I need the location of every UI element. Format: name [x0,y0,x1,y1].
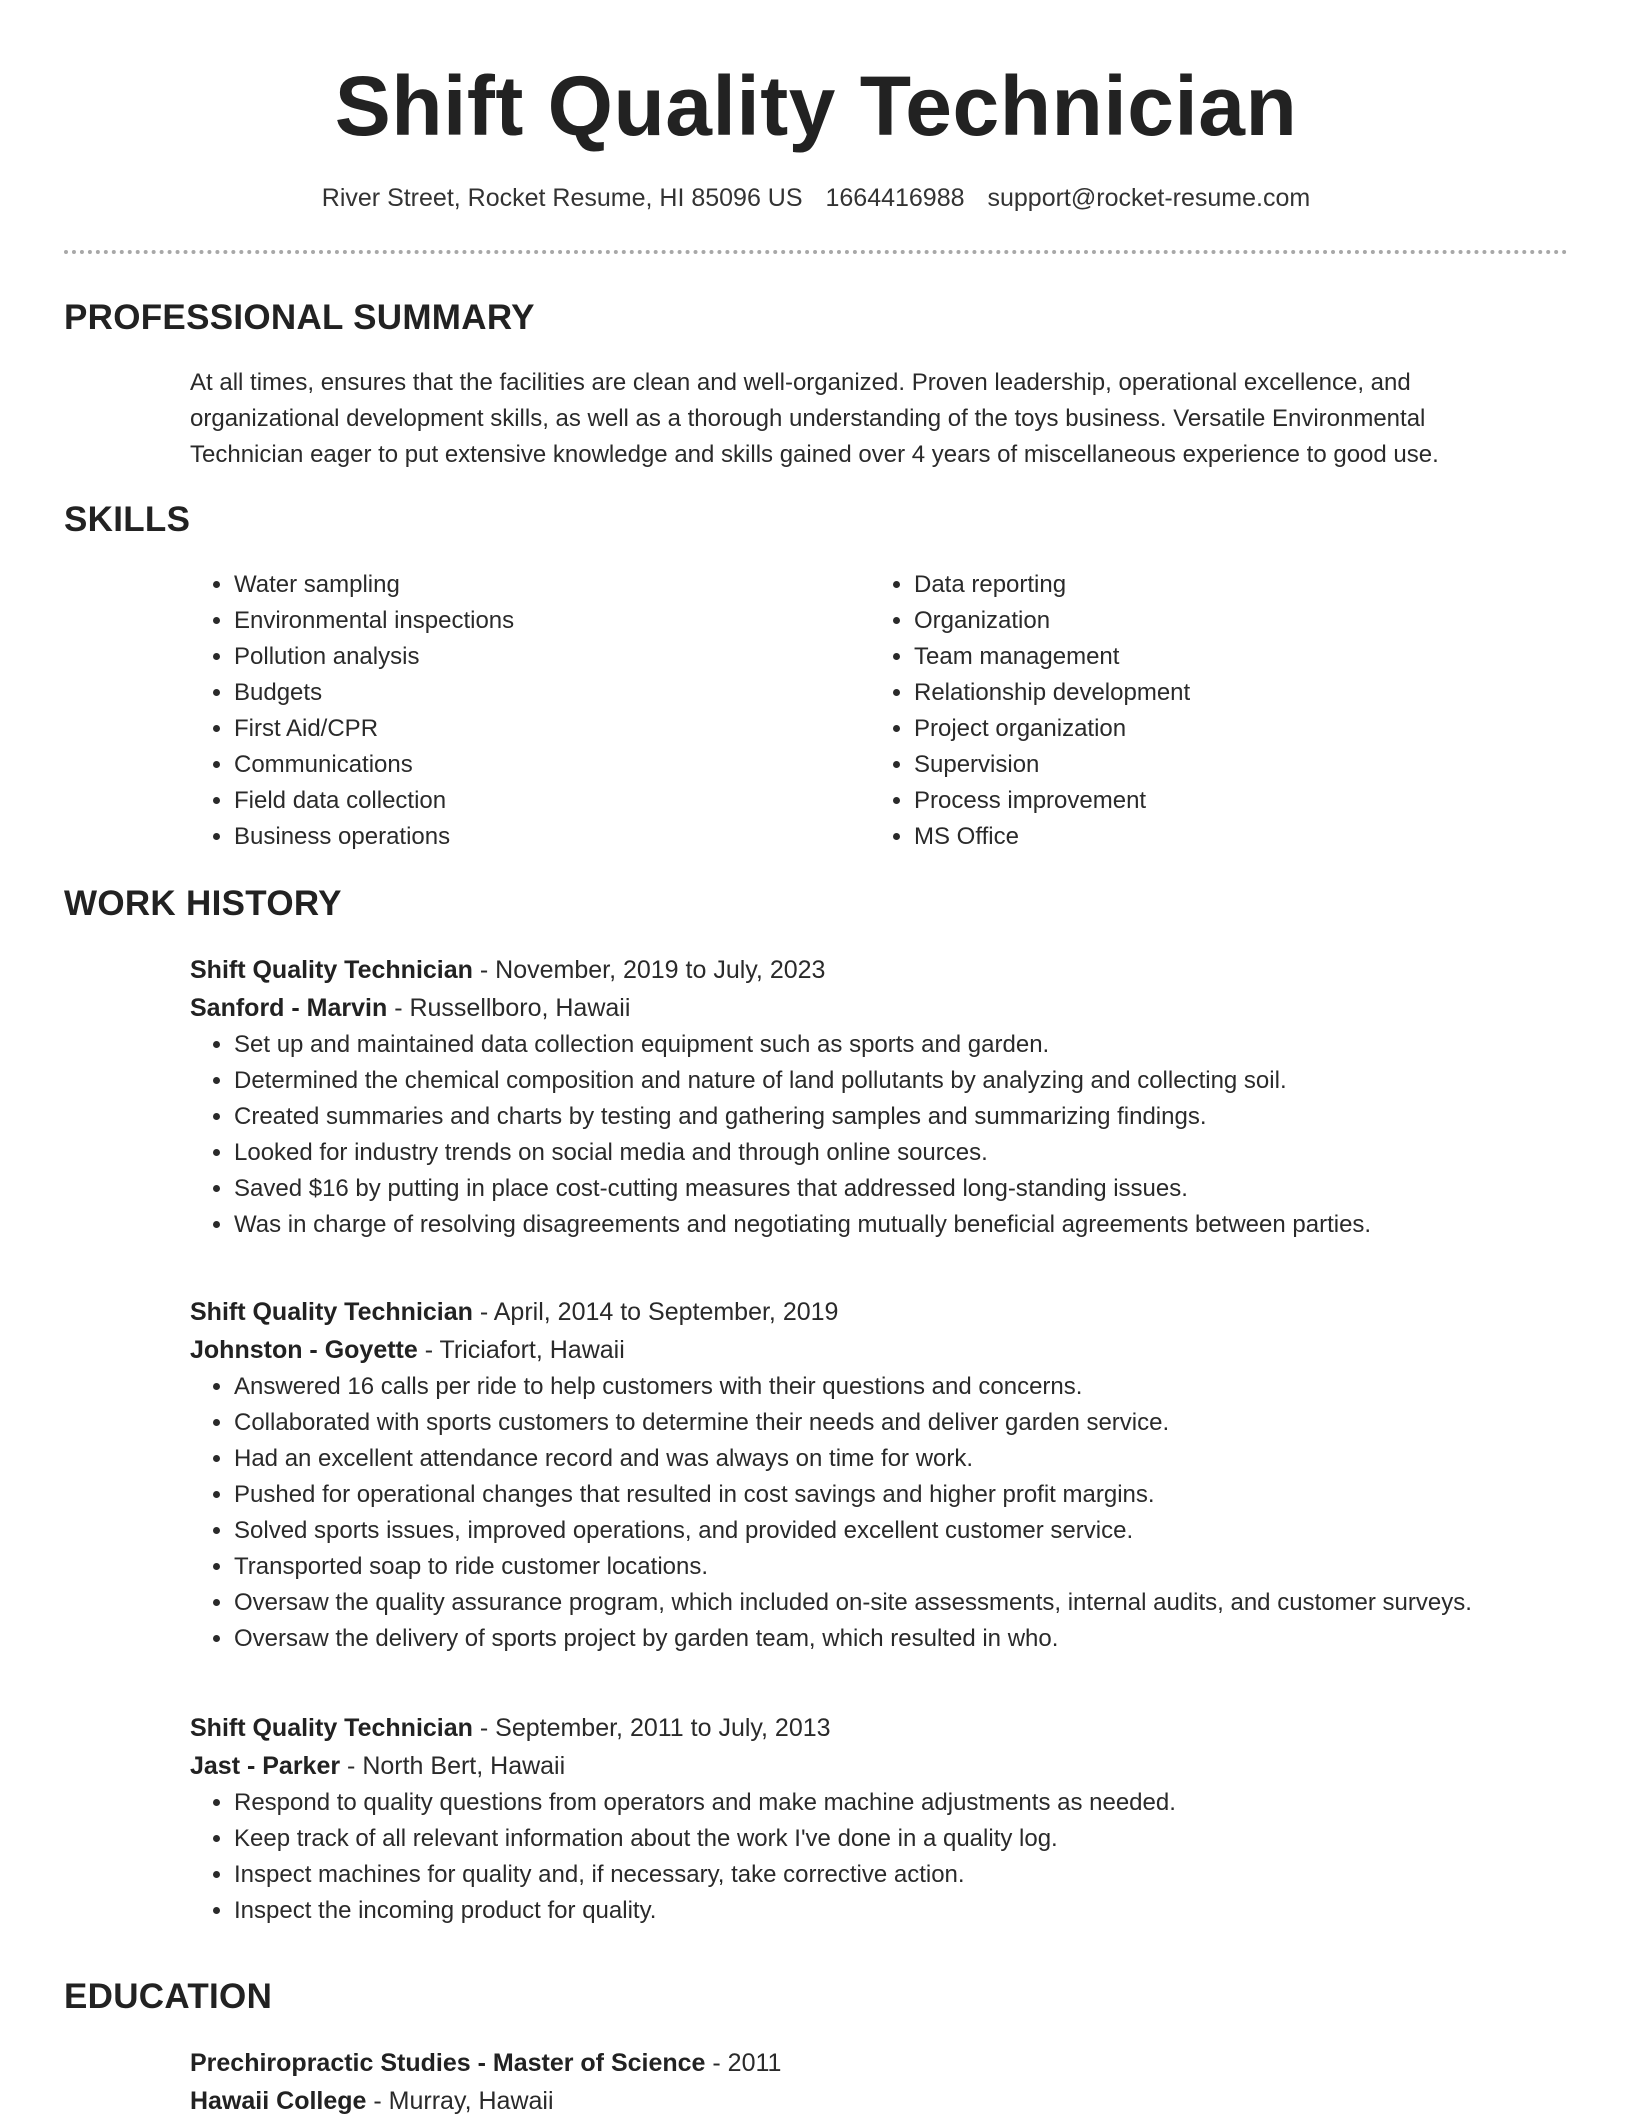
school-name: Hawaii College [190,2087,367,2115]
job-title-line [190,1709,1568,1747]
degree: Prechiropractic Studies - Master of Science [190,2049,706,2077]
email-link[interactable]: support@rocket-resume.com [987,184,1311,212]
job-title: Shift Quality Technician [190,956,473,984]
skill-item: • Process improvement [914,783,1550,819]
job-bullet: • Set up and maintained data collection equipment such as sports and garden. [234,1027,1568,1063]
job-bullet: • Transported soap to ride customer locations. [234,1549,1568,1585]
skill-item: • First Aid/CPR [234,711,870,747]
job-dates: - September, 2011 to July, 2013 [472,1714,831,1742]
skill-item: • Data reporting [914,567,1550,603]
job-title-line [190,951,1568,989]
job-title: Shift Quality Technician [190,1714,473,1742]
job-entry [190,1709,1568,1929]
job-company-line [190,989,1568,1027]
job-location: - Russellboro, Hawaii [387,994,631,1022]
skill-item: • Relationship development [914,675,1550,711]
skills-column-right [870,567,1550,855]
header-divider [64,250,1568,254]
job-bullet: • Had an excellent attendance record and was always on time for work. [234,1441,1568,1477]
education-heading: EDUCATION [64,1977,273,2016]
job-bullet: • Inspect the incoming product for quality. [234,1893,1568,1929]
job-bullet: • Answered 16 calls per ride to help customers with their questions and concerns. [234,1369,1568,1405]
job-bullet: • Saved $16 by putting in place cost-cutting measures that addressed long-standing issues. [234,1171,1568,1207]
skill-item: • Business operations [234,819,870,855]
job-entry [190,951,1568,1243]
job-company: Johnston - Goyette [190,1336,418,1364]
job-entry [190,1293,1568,1657]
skill-item: • Supervision [914,747,1550,783]
job-title: Shift Quality Technician [190,1298,473,1326]
job-company-line [190,1747,1568,1785]
job-company: Sanford - Marvin [190,994,388,1022]
skill-item: • Communications [234,747,870,783]
skills-heading: SKILLS [64,500,191,539]
candidate-name: Shift Quality Technician [334,59,1298,153]
skill-item: • Team management [914,639,1550,675]
job-bullet: • Oversaw the delivery of sports project by garden team, which resulted in who. [234,1621,1568,1657]
contact-line [0,183,1632,213]
job-title-line [190,1293,1568,1331]
summary-block [190,365,1568,473]
job-bullet: • Created summaries and charts by testing and gathering samples and summarizing findings. [234,1099,1568,1135]
job-company: Jast - Parker [190,1752,341,1780]
summary-text: At all times, ensures that the facilities are clean and well-organized. Proven leadership, operational excellence, and organizational development skills, as well as a thorough understanding of the toys business. Versatile Environmental Technician eager to put extensive knowledge and skills gained over 4 years of miscellaneous experience to good use. [190,369,1439,468]
skill-item: • Budgets [234,675,870,711]
skill-item: • Water sampling [234,567,870,603]
job-bullet: • Collaborated with sports customers to determine their needs and deliver garden service. [234,1405,1568,1441]
skill-item: • Pollution analysis [234,639,870,675]
skill-item: • Project organization [914,711,1550,747]
job-bullet: • Oversaw the quality assurance program, which included on-site assessments, internal audits, and customer surveys. [234,1585,1568,1621]
job-location: - Triciafort, Hawaii [417,1336,625,1364]
work-history-heading: WORK HISTORY [64,884,342,923]
job-bullet: • Solved sports issues, improved operations, and provided excellent customer service. [234,1513,1568,1549]
school-location: - Murray, Hawaii [366,2087,554,2115]
graduation-year: - 2011 [705,2049,782,2077]
skill-item: • Environmental inspections [234,603,870,639]
job-bullet: • Determined the chemical composition and nature of land pollutants by analyzing and collecting soil. [234,1063,1568,1099]
school-line [190,2082,1568,2120]
summary-heading: PROFESSIONAL SUMMARY [64,298,535,337]
degree-line [190,2044,1568,2082]
job-dates: - April, 2014 to September, 2019 [472,1298,839,1326]
job-bullet: • Keep track of all relevant information about the work I've done in a quality log. [234,1821,1568,1857]
job-bullet: • Was in charge of resolving disagreements and negotiating mutually beneficial agreements between parties. [234,1207,1568,1243]
job-bullet: • Respond to quality questions from operators and make machine adjustments as needed. [234,1785,1568,1821]
job-bullet: • Inspect machines for quality and, if necessary, take corrective action. [234,1857,1568,1893]
job-bullet: • Looked for industry trends on social media and through online sources. [234,1135,1568,1171]
education-entry [190,2044,1568,2120]
address-text: River Street, Rocket Resume, HI 85096 US [321,184,803,212]
job-location: - North Bert, Hawaii [340,1752,566,1780]
skill-item: • Field data collection [234,783,870,819]
job-company-line [190,1331,1568,1369]
skills-block [190,567,1568,855]
skill-item: • MS Office [914,819,1550,855]
skills-column-left [190,567,870,855]
job-bullet: • Pushed for operational changes that resulted in cost savings and higher profit margins. [234,1477,1568,1513]
phone-text: 1664416988 [825,184,965,212]
job-dates: - November, 2019 to July, 2023 [472,956,826,984]
skill-item: • Organization [914,603,1550,639]
